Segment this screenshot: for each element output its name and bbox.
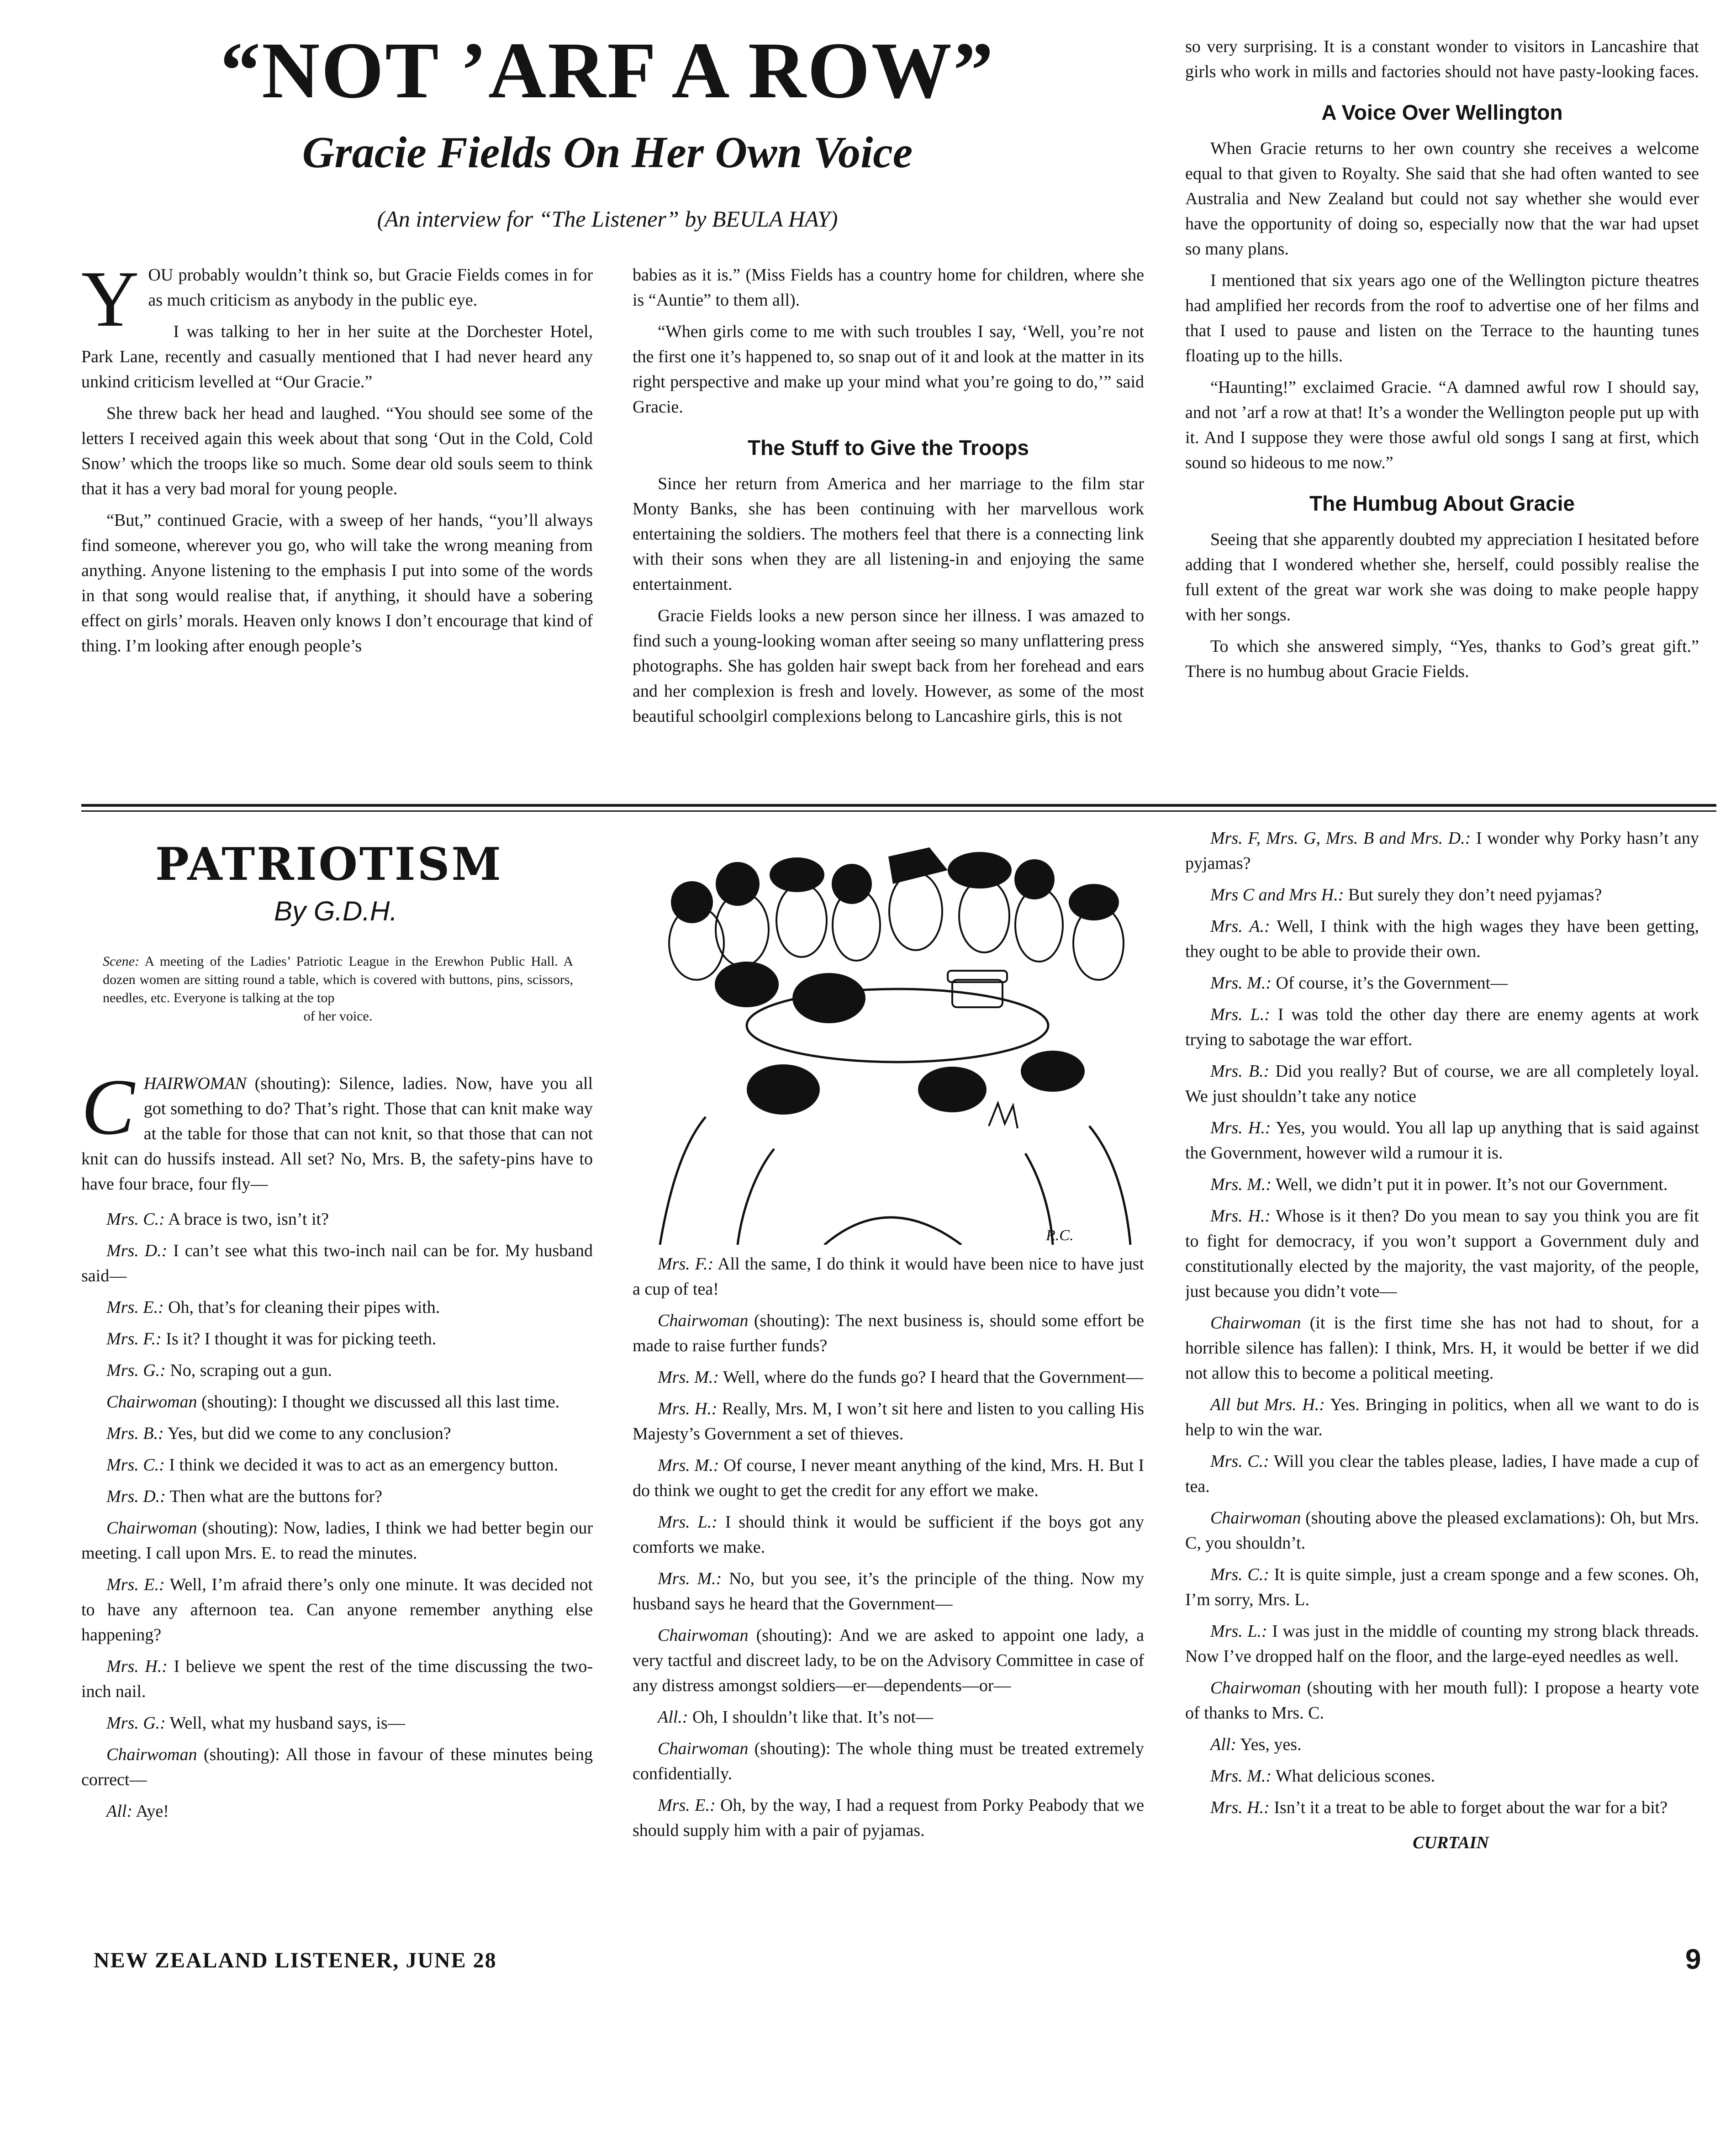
dialogue-line bbox=[633, 1308, 1144, 1359]
scene-label: Scene: bbox=[103, 954, 139, 969]
dialogue-line bbox=[81, 1484, 593, 1509]
paragraph: To which she answered simply, “Yes, thanks to God’s great gift.” There is no humbug about Gracie Fields. bbox=[1185, 637, 1699, 681]
speech: Really, Mrs. M, I won’t sit here and listen to you calling His Majesty’s Government a set of thieves. bbox=[633, 1399, 1144, 1443]
dialogue-line bbox=[81, 1711, 593, 1736]
dialogue-line bbox=[1185, 1172, 1699, 1197]
dialogue-line bbox=[1185, 1311, 1699, 1386]
dialogue-line bbox=[81, 1327, 593, 1352]
subheading: The Humbug About Gracie bbox=[1309, 492, 1575, 515]
speaker: Chairwoman bbox=[1210, 1508, 1301, 1528]
speaker: Mrs. G.: bbox=[106, 1361, 166, 1380]
dialogue-line bbox=[633, 1793, 1144, 1843]
speaker: Mrs. E.: bbox=[106, 1575, 165, 1594]
dialogue-line bbox=[1185, 1449, 1699, 1499]
subheading: A Voice Over Wellington bbox=[1321, 100, 1563, 124]
speech: (it is the first time she has not had to shout, for a horrible silence has fallen): I think, Mrs. H, it would be better if we did not allow this to become a political meeting. bbox=[1185, 1313, 1699, 1383]
paragraph: Gracie Fields looks a new person since her illness. I was amazed to find such a young-looking woman after seeing so many unflattering press photographs. She has golden hair swept back from her forehead and ears and her complexion is fresh and lovely. However, as some of the most beautiful schoolgirl complexions belong to Lancashire girls, this is not bbox=[633, 606, 1144, 726]
speaker: Mrs. C.: bbox=[106, 1455, 165, 1475]
speaker: All but Mrs. H.: bbox=[1210, 1395, 1325, 1414]
speaker: Chairwoman bbox=[106, 1392, 197, 1412]
speech: Yes, you would. You all lap up anything that is said against the Government, however wild a rumour it is. bbox=[1185, 1118, 1699, 1163]
section-divider-thin bbox=[81, 810, 1716, 812]
speaker: Mrs. M.: bbox=[658, 1569, 722, 1588]
dialogue-line bbox=[81, 1421, 593, 1446]
speaker: Chairwoman bbox=[1210, 1678, 1301, 1697]
dialogue-line bbox=[1185, 1059, 1699, 1109]
speech: Well, where do the funds go? I heard that the Government— bbox=[723, 1368, 1144, 1387]
dialogue-list bbox=[1185, 826, 1699, 1820]
speaker: Mrs. M.: bbox=[1210, 1175, 1272, 1194]
speaker: Mrs. M.: bbox=[658, 1368, 719, 1387]
speaker: Mrs. H.: bbox=[1210, 1206, 1271, 1226]
paragraph: I mentioned that six years ago one of the Wellington picture theatres had amplified her records from the roof to advertise one of her films and that I used to pause and listen on the Terrace to the haunting tunes floating up to the hills. bbox=[1185, 271, 1699, 365]
speaker: Mrs. H.: bbox=[1210, 1798, 1270, 1817]
speech: Oh, I shouldn’t like that. It’s not— bbox=[692, 1708, 934, 1727]
speaker: Mrs. C.: bbox=[106, 1210, 165, 1229]
paragraph: “When girls come to me with such troubles I say, ‘Well, you’re not the first one it’s happened to, so snap out of it and look at the matter in its right perspective and make up your mind what you’re going to do,’” said Gracie. bbox=[633, 322, 1144, 417]
dialogue-line bbox=[81, 1799, 593, 1824]
dialogue-line bbox=[633, 1566, 1144, 1617]
speech: Aye! bbox=[136, 1802, 169, 1821]
speech: Then what are the buttons for? bbox=[169, 1487, 382, 1506]
speaker: Mrs. H.: bbox=[1210, 1118, 1271, 1137]
speaker: Chairwoman bbox=[658, 1739, 749, 1758]
speech: (shouting): Now, ladies, I think we had better begin our meeting. I call upon Mrs. E. to read the minutes. bbox=[81, 1518, 593, 1563]
dialogue-line bbox=[633, 1396, 1144, 1447]
dialogue-line bbox=[81, 1572, 593, 1648]
speech: Isn’t it a treat to be able to forget about the war for a bit? bbox=[1274, 1798, 1668, 1817]
speaker: Mrs. C.: bbox=[1210, 1565, 1269, 1584]
speaker: Mrs. H.: bbox=[106, 1657, 168, 1676]
speaker: Mrs. D.: bbox=[106, 1241, 168, 1260]
paragraph: so very surprising. It is a constant wonder to visitors in Lancashire that girls who work in mills and factories should not have pasty-looking faces. bbox=[1185, 37, 1699, 81]
page-number: 9 bbox=[1685, 1944, 1701, 1975]
dialogue-line bbox=[1185, 971, 1699, 996]
drop-cap: C bbox=[81, 1071, 135, 1151]
dialogue-line bbox=[633, 1453, 1144, 1503]
speaker: Mrs. L.: bbox=[658, 1512, 718, 1532]
speech: I wonder why Porky hasn’t any pyjamas? bbox=[1185, 829, 1699, 873]
dialogue-line bbox=[1185, 1619, 1699, 1669]
meeting-cartoon-illustration bbox=[633, 834, 1158, 1245]
speaker: Mrs. B.: bbox=[106, 1424, 164, 1443]
speech: A brace is two, isn’t it? bbox=[168, 1210, 329, 1229]
speech: Yes. Bringing in politics, when all we want to do is help to win the war. bbox=[1185, 1395, 1699, 1439]
article-byline: (An interview for “The Listener” by BEULA HAY) bbox=[377, 206, 838, 232]
dialogue-line bbox=[633, 1510, 1144, 1560]
speech: Well, I think with the high wages they have been getting, they ought to be able to provide their own. bbox=[1185, 917, 1699, 961]
section-divider bbox=[81, 804, 1716, 807]
speech: Well, I’m afraid there’s only one minute. It was decided not to have any afternoon tea. Can anyone remember anything else happening? bbox=[81, 1575, 593, 1644]
paragraph: “But,” continued Gracie, with a sweep of her hands, “you’ll always find someone, wherever you go, who will take the wrong meaning from anything. Anyone listening to the emphasis I put into some of the words in that song would realise that, if anything, it should have a sobering effect on girls’ morals. Heaven only knows I don’t encourage that kind of thing. I’m looking after enough people’s bbox=[81, 511, 593, 656]
speaker: Mrs. H.: bbox=[658, 1399, 718, 1418]
patriotism-column-2 bbox=[633, 1252, 1144, 1939]
speaker: All.: bbox=[658, 1708, 688, 1727]
speech: I should think it would be sufficient if the boys got any comforts we make. bbox=[633, 1512, 1144, 1557]
speaker: All: bbox=[106, 1802, 132, 1821]
speech: Of course, I never meant anything of the kind, Mrs. H. But I do think we ought to get the credit for any effort we make. bbox=[633, 1456, 1144, 1500]
speech: No, but you see, it’s the principle of the thing. Now my husband says he heard that the Government— bbox=[633, 1569, 1144, 1613]
dialogue-list bbox=[633, 1252, 1144, 1843]
speech: Well, what my husband says, is— bbox=[169, 1713, 405, 1733]
speaker: Mrs. A.: bbox=[1210, 917, 1270, 936]
dialogue-line bbox=[1185, 914, 1699, 964]
speech: Of course, it’s the Government— bbox=[1276, 973, 1508, 993]
speech: I can’t see what this two-inch nail can be for. My husband said— bbox=[81, 1241, 593, 1285]
speech: I was told the other day there are enemy agents at work trying to sabotage the war effort. bbox=[1185, 1005, 1699, 1049]
speaker: Mrs. F, Mrs. G, Mrs. B and Mrs. D.: bbox=[1210, 829, 1471, 848]
dialogue-line bbox=[1185, 1795, 1699, 1820]
speaker: Mrs. E.: bbox=[106, 1298, 164, 1317]
dialogue-line bbox=[81, 1654, 593, 1704]
dialogue-line bbox=[81, 1238, 593, 1289]
dialogue-line bbox=[1185, 1506, 1699, 1556]
speech: (shouting): The next business is, should some effort be made to raise further funds? bbox=[633, 1311, 1144, 1355]
dialogue-line bbox=[81, 1742, 593, 1792]
speech: Did you really? But of course, we are all completely loyal. We just shouldn’t take any notice bbox=[1185, 1062, 1699, 1106]
paragraph: Since her return from America and her marriage to the film star Monty Banks, she has been continuing with her marvellous work entertaining the soldiers. The mothers feel that there is a connecting link with their sons when they are all listening-in and enjoying the same entertainment. bbox=[633, 474, 1144, 594]
scene-text: A meeting of the Ladies’ Patriotic League in the Erewhon Public Hall. A dozen women are sitting round a table, which is covered with buttons, pins, scissors, needles, etc. Everyone is talking at the top bbox=[103, 954, 573, 1005]
speaker: Mrs. M.: bbox=[1210, 973, 1272, 993]
scene-text-end: of her voice. bbox=[303, 1009, 373, 1024]
speaker: Mrs. B.: bbox=[1210, 1062, 1270, 1081]
paragraph: OU probably wouldn’t think so, but Gracie Fields comes in for as much criticism as anybody in the public eye. bbox=[148, 265, 593, 310]
paragraph: “Haunting!” exclaimed Gracie. “A damned awful row I should say, and not ’arf a row at that! It’s a wonder the Wellington people put up with it. And I suppose they were those awful old songs I sang at first, which sound so hideous to me now.” bbox=[1185, 378, 1699, 472]
dialogue-line bbox=[1185, 1002, 1699, 1052]
speaker: Mrs. L.: bbox=[1210, 1622, 1267, 1641]
speaker: Chairwoman bbox=[106, 1518, 197, 1538]
dialogue-line bbox=[633, 1705, 1144, 1730]
speech: Well, we didn’t put it in power. It’s not our Government. bbox=[1275, 1175, 1668, 1194]
dialogue-line bbox=[1185, 826, 1699, 876]
dialogue-line bbox=[81, 1295, 593, 1320]
patriotism-column-3 bbox=[1185, 826, 1699, 1939]
paragraph: I was talking to her in her suite at the Dorchester Hotel, Park Lane, recently and casually mentioned that I had never heard any unkind criticism levelled at “Our Gracie.” bbox=[81, 322, 593, 391]
speaker: Mrs. F.: bbox=[106, 1329, 162, 1348]
speaker: Mrs. C.: bbox=[1210, 1452, 1269, 1471]
curtain-line: CURTAIN bbox=[1413, 1833, 1489, 1852]
speaker: All: bbox=[1210, 1735, 1236, 1754]
speaker: Chairwoman bbox=[658, 1626, 749, 1645]
article-title: “NOT ’ARF A ROW” bbox=[220, 26, 995, 115]
speaker: Mrs C and Mrs H.: bbox=[1210, 885, 1344, 904]
subheading: The Stuff to Give the Troops bbox=[748, 436, 1029, 460]
dialogue-line bbox=[1185, 883, 1699, 908]
speech: Oh, that’s for cleaning their pipes with. bbox=[168, 1298, 440, 1317]
dialogue-line bbox=[1185, 1676, 1699, 1726]
paragraph: babies as it is.” (Miss Fields has a country home for children, where she is “Auntie” to them all). bbox=[633, 265, 1144, 310]
speaker: Chairwoman bbox=[1210, 1313, 1301, 1332]
speech: I believe we spent the rest of the time discussing the two-inch nail. bbox=[81, 1657, 593, 1701]
speaker: HAIRWOMAN bbox=[143, 1074, 247, 1093]
speech: Whose is it then? Do you mean to say you think you are fit to fight for democracy, if you won’t support a Government duly and constitutionally elected by the majority, the vast majority, of the people, just because you didn’t vote— bbox=[1185, 1206, 1699, 1301]
illustration-signature: R.C. bbox=[1046, 1227, 1074, 1244]
speech: All the same, I do think it would have been nice to have just a cup of tea! bbox=[633, 1254, 1144, 1299]
dialogue-line bbox=[81, 1358, 593, 1383]
drop-cap: Y bbox=[81, 263, 139, 343]
article1-column-1 bbox=[81, 263, 593, 799]
speech: I think we decided it was to act as an emergency button. bbox=[169, 1455, 559, 1475]
paragraph: Seeing that she apparently doubted my appreciation I hesitated before adding that I wondered whether she, herself, could possibly realise the full extent of the great war work she was doing to make people happy with her songs. bbox=[1185, 530, 1699, 624]
speech: I was just in the middle of counting my strong black threads. Now I’ve dropped half on the floor, and the large-eyed needles as well. bbox=[1185, 1622, 1699, 1666]
speaker: Chairwoman bbox=[658, 1311, 749, 1330]
speech: (shouting): Silence, ladies. Now, have you all got something to do? That’s right. Those that can knit make way at the table for those that can not knit, so that those that can not knit can do hussifs instead. All set? No, Mrs. B, the safety-pins have to have four brace, four fly— bbox=[81, 1074, 593, 1194]
dialogue-line bbox=[1185, 1562, 1699, 1613]
speaker: Chairwoman bbox=[106, 1745, 197, 1764]
dialogue-line bbox=[81, 1453, 593, 1478]
speaker: Mrs. E.: bbox=[658, 1796, 716, 1815]
dialogue-line bbox=[81, 1390, 593, 1415]
dialogue-line bbox=[633, 1623, 1144, 1698]
speech: (shouting): I thought we discussed all this last time. bbox=[201, 1392, 560, 1412]
speaker: Mrs. F.: bbox=[658, 1254, 714, 1274]
speech: (shouting with her mouth full): I propose a hearty vote of thanks to Mrs. C. bbox=[1185, 1678, 1699, 1723]
dialogue-line bbox=[1185, 1204, 1699, 1304]
speech: Oh, by the way, I had a request from Porky Peabody that we should supply him with a pair of pyjamas. bbox=[633, 1796, 1144, 1840]
scene-description bbox=[103, 952, 573, 1026]
patriotism-column-1 bbox=[81, 1071, 593, 1939]
dialogue-line bbox=[1185, 1764, 1699, 1789]
speech: Is it? I thought it was for picking teeth. bbox=[166, 1329, 437, 1348]
patriotism-byline: By G.D.H. bbox=[274, 896, 398, 926]
speech: Yes, but did we come to any conclusion? bbox=[167, 1424, 451, 1443]
speech: (shouting): The whole thing must be treated extremely confidentially. bbox=[633, 1739, 1144, 1783]
paragraph: She threw back her head and laughed. “You should see some of the letters I received again this week about that song ‘Out in the Cold, Cold Snow’ which the troops like so much. Some dear old souls seem to think that it has a very bad moral for young people. bbox=[81, 404, 593, 498]
dialogue-line bbox=[81, 1207, 593, 1232]
speech: Will you clear the tables please, ladies, I have made a cup of tea. bbox=[1185, 1452, 1699, 1496]
dialogue-line bbox=[633, 1252, 1144, 1302]
patriotism-title: PATRIOTISM bbox=[155, 838, 503, 891]
article1-column-3 bbox=[1185, 34, 1699, 799]
dialogue-line bbox=[81, 1516, 593, 1566]
speech: It is quite simple, just a cream sponge and a few scones. Oh, I’m sorry, Mrs. L. bbox=[1185, 1565, 1699, 1609]
dialogue-list bbox=[81, 1207, 593, 1824]
speech: Yes, yes. bbox=[1240, 1735, 1302, 1754]
speech: (shouting): All those in favour of these minutes being correct— bbox=[81, 1745, 593, 1789]
dialogue-line bbox=[1185, 1732, 1699, 1757]
speaker: Mrs. M.: bbox=[658, 1456, 719, 1475]
speech: What delicious scones. bbox=[1275, 1766, 1435, 1786]
article-subtitle: Gracie Fields On Her Own Voice bbox=[302, 128, 913, 177]
speaker: Mrs. M.: bbox=[1210, 1766, 1272, 1786]
dialogue-line bbox=[633, 1736, 1144, 1787]
paragraph: When Gracie returns to her own country she receives a welcome equal to that given to Royalty. She said that she had often wanted to see Australia and New Zealand but could not say whether she would ever have the opportunity of doing so, especially now that the war had upset so many plans. bbox=[1185, 139, 1699, 259]
masthead-footer: NEW ZEALAND LISTENER, JUNE 28 bbox=[94, 1948, 497, 1972]
dialogue-line bbox=[633, 1365, 1144, 1390]
article1-column-2 bbox=[633, 263, 1144, 799]
speaker: Mrs. L.: bbox=[1210, 1005, 1270, 1024]
speech: (shouting): And we are asked to appoint one lady, a very tactful and discreet lady, to be on the Advisory Committee in case of any distress amongst soldiers—er—dependents—or— bbox=[633, 1626, 1144, 1695]
speaker: Mrs. G.: bbox=[106, 1713, 166, 1733]
speech: (shouting above the pleased exclamations): Oh, but Mrs. C, you shouldn’t. bbox=[1185, 1508, 1699, 1553]
speaker: Mrs. D.: bbox=[106, 1487, 166, 1506]
speech: But surely they don’t need pyjamas? bbox=[1348, 885, 1602, 904]
speech: No, scraping out a gun. bbox=[170, 1361, 332, 1380]
dialogue-line bbox=[1185, 1116, 1699, 1166]
dialogue-line bbox=[1185, 1392, 1699, 1443]
